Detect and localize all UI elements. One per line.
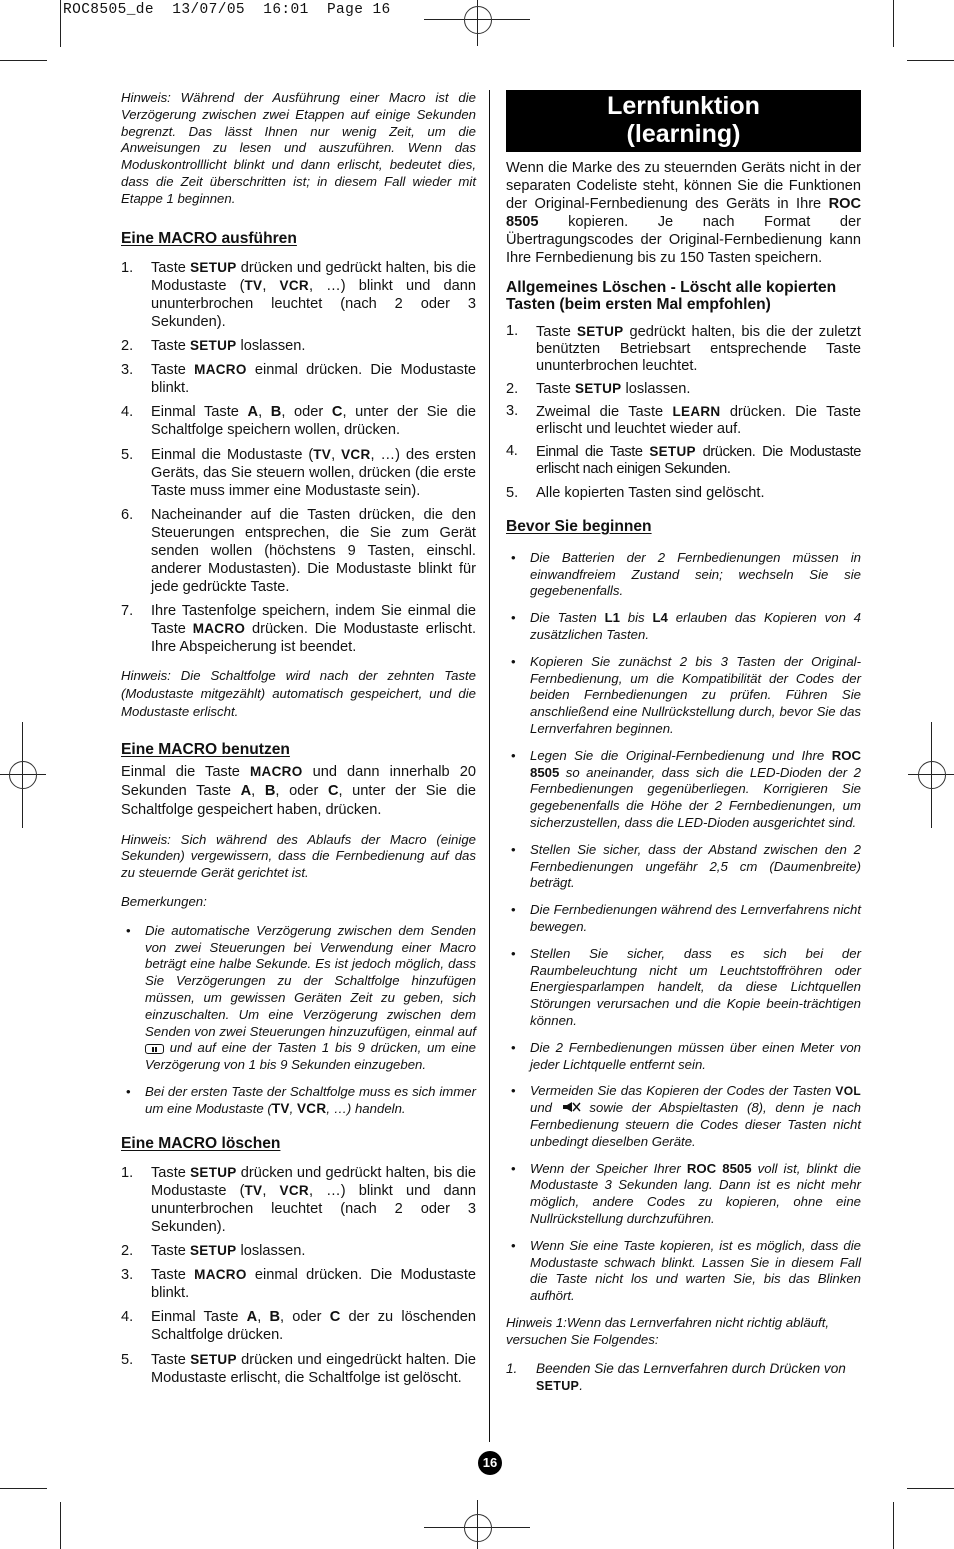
list-item: • Stellen Sie sicher, dass es sich bei der Raumbeleuchtung nicht um Leuchtstoffröhren oder Energiesparlampen handelt, da diese Lichtquellen Störungen verursachen und die Kopie beein-trächtigen können. bbox=[511, 945, 861, 1028]
note-aim-device: Hinweis: Sich während des Ablaufs der Macro (einige Sekunden) vergewissern, dass die Fernbedienung auf das zu steuernde Gerät gerichtet ist. bbox=[121, 831, 476, 881]
registration-circle bbox=[9, 761, 37, 789]
list-item: • Die Tasten L1 bis L4 erlauben das Kopieren von 4 zusätzlichen Tasten. bbox=[511, 610, 862, 643]
general-reset-steps bbox=[506, 323, 861, 502]
list-item: 7. Ihre Tastenfolge speichern, indem Sie einmal die Taste MACRO drücken. Die Modustaste erlischt. Ihre Abspeicherung ist beendet. bbox=[121, 603, 476, 656]
list-item: 3. Taste MACRO einmal drücken. Die Modustaste blinkt. bbox=[121, 362, 477, 397]
before-start-list bbox=[506, 550, 861, 1305]
section-title-before-start: Bevor Sie beginnen bbox=[506, 517, 652, 535]
list-item: • Stellen Sie sicher, dass der Abstand zwischen den 2 Fernbedienungen ungefähr 2,5 cm (Daumenbreite) beträgt. bbox=[511, 841, 861, 891]
list-item: 5. Einmal die Modustaste (TV, VCR, …) des ersten Geräts, das Sie steuern wollen, drücken (die erste Taste muss immer eine Modustaste sein). bbox=[121, 446, 476, 499]
list-item: • Vermeiden Sie das Kopieren der Codes der Tasten VOL und sowie der Abspieltasten (8), denn je nach Fernbedienung steuern die Codes dieser Tasten nicht unbedingt dieselben Geräte. bbox=[511, 1083, 861, 1149]
column-divider bbox=[489, 90, 490, 1442]
crop-mark bbox=[0, 1488, 47, 1489]
list-item: 5. Taste SETUP drücken und eingedrückt halten. Die Modustaste erlischt, die Schaltfolge ist gelöscht. bbox=[121, 1351, 476, 1386]
list-item: • Die Batterien der 2 Fernbedienungen müssen in einwandfreiem Zustand sein; wechseln Sie sie gegebenenfalls. bbox=[511, 549, 861, 599]
list-item: 1. Taste SETUP drücken und gedrückt halten, bis die Modustaste (TV, VCR, …) blinkt und dann ununterbrochen leuchtet (nach 2 oder 3 Sekunden). bbox=[121, 1164, 476, 1235]
title-line: Lernfunktion bbox=[607, 92, 760, 120]
registration-circle bbox=[918, 761, 946, 789]
mute-icon bbox=[561, 1101, 581, 1113]
crop-mark bbox=[907, 60, 954, 61]
print-header: ROC8505_de 13/07/05 16:01 Page 16 bbox=[63, 2, 391, 18]
remarks-label: Bemerkungen: bbox=[121, 894, 207, 910]
list-item: 1. Taste SETUP gedrückt halten, bis die der zuletzt benützten Betriebsart entsprechende Taste ununterbrochen leuchtet. bbox=[506, 322, 861, 374]
crop-mark bbox=[0, 60, 47, 61]
list-item: 2. Taste SETUP loslassen. bbox=[506, 380, 691, 397]
intro-note: Hinweis: Während der Ausführung einer Macro ist die Verzögerung zwischen zwei Etappen auf einige Sekunden begrenzt. Das lässt Ihnen nur wenig Zeit, um die Anweisungen zu lesen und auszuführen. Wenn das Moduskontrolllicht blinkt und dann erlischt, bedeutet dies, dass die Zeit überschritten ist; in diesem Fall wieder mit Etappe 1 beginnen. bbox=[121, 90, 476, 206]
list-item: 3. Zweimal die Taste LEARN drücken. Die Taste erlischt und leuchtet wieder auf. bbox=[506, 402, 861, 437]
troubleshoot-steps bbox=[506, 1360, 861, 1396]
list-item: 3. Taste MACRO einmal drücken. Die Modustaste blinkt. bbox=[121, 1267, 477, 1302]
list-item: • Kopieren Sie zunächst 2 bis 3 Tasten der Original-Fernbedienung, um die Kompatibilität der Codes der beiden Fernbedienungen zu prüfen. Führen Sie anschließend eine Nullrückstellung durch, bevor Sie das Lernverfahren beginnen. bbox=[511, 653, 861, 737]
section-title-banner bbox=[506, 90, 861, 152]
list-item: 4. Einmal die Taste SETUP drücken. Die Modustaste erlischt nach einigen Sekunden. bbox=[506, 442, 861, 477]
crop-mark bbox=[60, 0, 61, 47]
list-item: 1. Beenden Sie das Lernverfahren durch Drücken von SETUP. bbox=[506, 1360, 846, 1393]
learning-intro: Wenn die Marke des zu steuernden Geräts nicht in der separaten Codeliste steht, können Sie die Funktionen der Original-Fernbedienung des Geräts in Ihre ROC 8505 kopieren. Je nach Format der Übertragungscodes der Original-Fernbedienung kann Ihre Fernbedienung bis zu 150 Tasten speichern. bbox=[506, 160, 861, 267]
list-item: • Wenn der Speicher Ihrer ROC 8505 voll ist, blinkt die Modustaste 3 Sekunden lang. Dann ist es nicht mehr möglich, andere Codes zu kopieren, ohne eine Nullrückstellung durchzuführen. bbox=[511, 1160, 861, 1226]
note-learning-troubleshoot: Hinweis 1:Wenn das Lernverfahren nicht richtig abläuft, versuchen Sie Folgendes: bbox=[506, 1314, 830, 1347]
delete-macro-steps bbox=[121, 1164, 476, 1387]
crop-mark bbox=[893, 1502, 894, 1549]
run-macro-steps bbox=[121, 259, 476, 657]
page-number: 16 bbox=[478, 1451, 502, 1475]
left-column bbox=[121, 90, 476, 1387]
list-item: • Die Fernbedienungen während des Lernverfahrens nicht bewegen. bbox=[511, 902, 861, 934]
note-auto-save: Hinweis: Die Schaltfolge wird nach der zehnten Taste (Modustaste mitgezählt) automatisch gespeichert, und die Modustaste erlischt. bbox=[121, 667, 476, 719]
crop-mark bbox=[907, 1488, 954, 1489]
right-column bbox=[506, 90, 861, 1395]
section-title-use-macro: Eine MACRO benutzen bbox=[121, 740, 290, 758]
registration-circle bbox=[464, 1514, 492, 1542]
list-item: 4. Einmal Taste A, B, oder C, unter der Sie die Schaltfolge speichern wollen, drücken. bbox=[121, 404, 477, 439]
section-title-general-reset: Allgemeines Löschen - Löscht alle kopierten Tasten (beim ersten Mal empfohlen) bbox=[506, 278, 837, 313]
use-macro-text: Einmal die Taste MACRO und dann innerhalb 20 Sekunden Taste A, B, oder C, unter der Sie die Schaltfolge gespeichert haben, drücken. bbox=[121, 763, 476, 818]
list-item: • Bei der ersten Taste der Schaltfolge muss es sich immer um eine Modustaste (TV, VCR, …) handeln. bbox=[126, 1084, 476, 1116]
registration-circle bbox=[464, 6, 492, 34]
list-item: 4. Einmal Taste A, B, oder C der zu löschenden Schaltfolge drücken. bbox=[121, 1309, 477, 1344]
list-item: • Die automatische Verzögerung zwischen dem Senden von zwei Steuerungen bei Verwendung einer Macro beträgt eine halbe Sekunde. Es ist jedoch möglich, dass Sie Verzögerungen zu der Schaltfolge hinzufügen müssen, um gewissen Geräten Zeit zu geben, sich einzuschalten. Um eine Verzögerung zwischen dem Senden von zwei Steuerungen hinzuzufügen, einmal auf und auf eine der Tasten 1 bis 9 drücken, um eine Verzögerung von 1 bis 9 Sekunden einzugeben. bbox=[126, 922, 476, 1073]
list-item: • Wenn Sie eine Taste kopieren, ist es möglich, dass die Modustaste schwach blinkt. Lassen Sie in diesem Fall die Taste nicht los und warten Sie, bis das Blinken aufhört. bbox=[511, 1237, 861, 1304]
remarks-list bbox=[121, 923, 476, 1118]
list-item: 6. Nacheinander auf die Tasten drücken, die den Steuerungen entsprechen, die Sie zum Gerät senden wollen (höchstens 9 Tasten, einschl. anderer Modustasten). Die Modustaste blinkt für jede gedrückte Taste. bbox=[121, 506, 476, 596]
list-item: • Legen Sie die Original-Fernbedienung und Ihre ROC 8505 so aneinander, dass sich die LED-Dioden der 2 Fernbedienungen gegenüberliegen. Korrigieren Sie gegebenenfalls die Höhe der 2 Fernbedienungen, um sicherzustellen, dass die LED-Dioden ausgerichtet sind. bbox=[511, 747, 861, 830]
crop-mark bbox=[893, 0, 894, 47]
list-item: 2. Taste SETUP loslassen. bbox=[121, 1243, 306, 1260]
list-item: 5. Alle kopierten Tasten sind gelöscht. bbox=[506, 484, 765, 501]
section-title-run-macro: Eine MACRO ausführen bbox=[121, 229, 297, 247]
list-item: 1. Taste SETUP drücken und gedrückt halten, bis die Modustaste (TV, VCR, …) blinkt und dann ununterbrochen leuchtet (nach 2 oder 3 Sekunden). bbox=[121, 259, 476, 330]
title-line: (learning) bbox=[626, 120, 741, 148]
section-title-delete-macro: Eine MACRO löschen bbox=[121, 1134, 281, 1152]
list-item: 2. Taste SETUP loslassen. bbox=[121, 338, 306, 355]
list-item: • Die 2 Fernbedienungen müssen über einen Meter von jeder Lichtquelle entfernt sein. bbox=[511, 1039, 861, 1072]
crop-mark bbox=[60, 1502, 61, 1549]
pause-button-icon bbox=[145, 1044, 164, 1054]
